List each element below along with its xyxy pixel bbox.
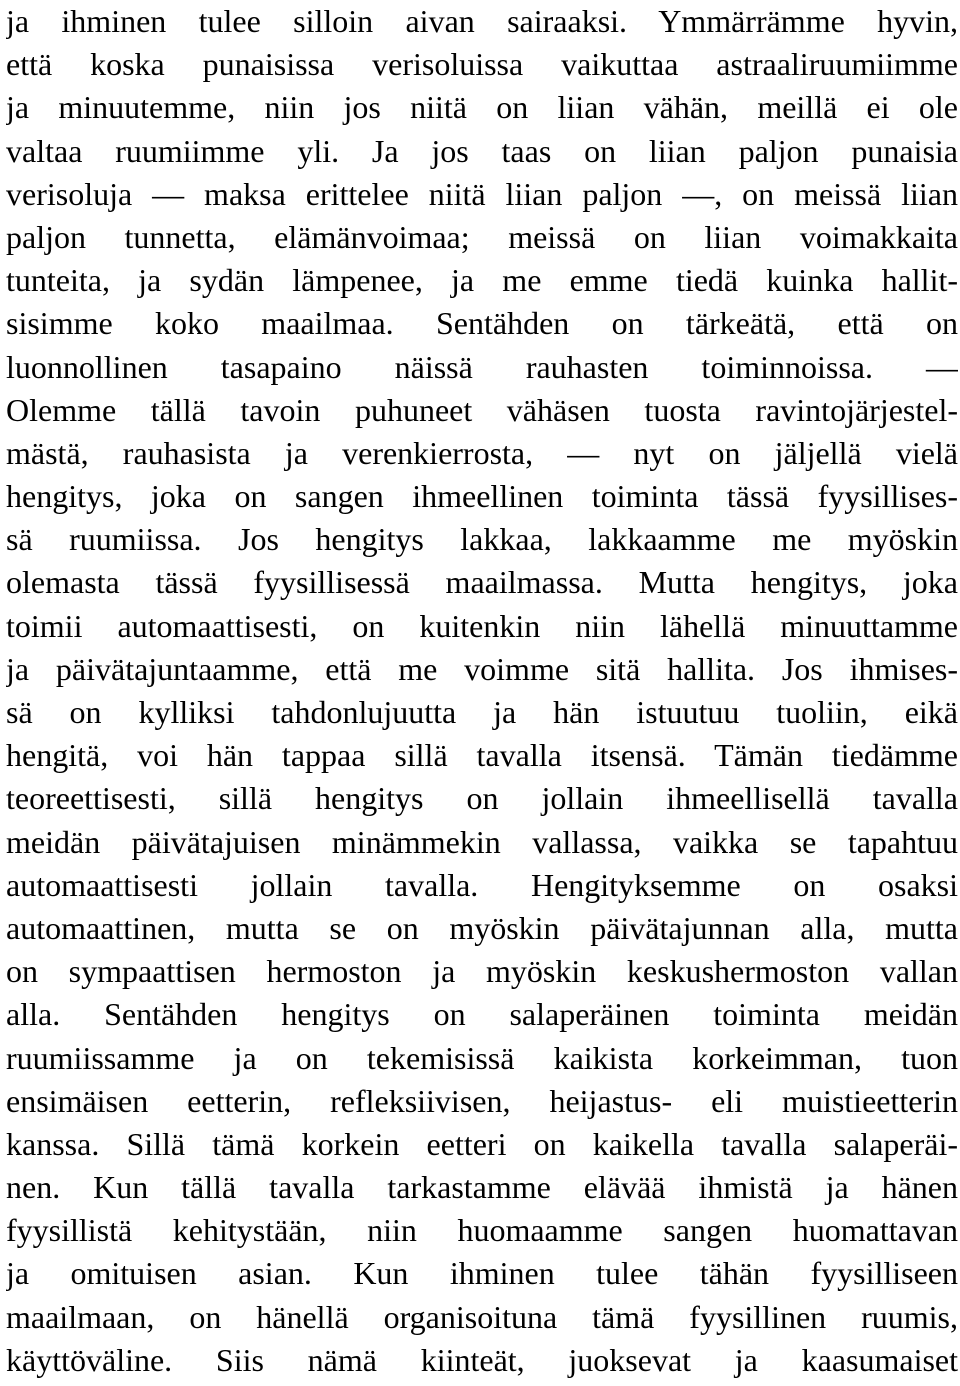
text-line: on sympaattisen hermoston ja myöskin keskushermoston vallan xyxy=(6,953,958,990)
text-line: ja omituisen asian. Kun ihminen tulee tähän fyysilliseen xyxy=(6,1255,958,1292)
text-line: ensimäisen eetterin, refleksiivisen, heijastus- eli muistieetterin xyxy=(6,1082,958,1119)
text-line: kanssa. Sillä tämä korkein eetteri on kaikella tavalla salaperäi- xyxy=(6,1125,958,1162)
text-line: paljon tunnetta, elämänvoimaa; meissä on liian voimakkaita xyxy=(6,218,958,255)
text-line: hengitys, joka on sangen ihmeellinen toiminta tässä fyysillises- xyxy=(6,478,958,515)
document-page xyxy=(6,0,958,1382)
text-line: automaattinen, mutta se on myöskin päivätajunnan alla, mutta xyxy=(6,909,958,946)
text-line: sä on kylliksi tahdonlujuutta ja hän istuutuu tuoliin, eikä xyxy=(6,694,958,730)
text-line: ruumiissamme ja on tekemisissä kaikista korkeimman, tuon xyxy=(6,1039,958,1076)
text-line: meidän päivätajuisen minämmekin vallassa, vaikka se tapahtuu xyxy=(6,823,958,860)
text-line: ja ihminen tulee silloin aivan sairaaksi. Ymmärrämme hyvin, xyxy=(6,3,958,39)
text-line: ja päivätajuntaamme, että me voimme sitä hallita. Jos ihmises- xyxy=(6,650,958,687)
text-line: luonnollinen tasapaino näissä rauhasten toiminnoissa. — xyxy=(6,348,958,385)
text-line: mästä, rauhasista ja verenkierrosta, — nyt on jäljellä vielä xyxy=(6,434,958,471)
text-line: että koska punaisissa verisoluissa vaikuttaa astraaliruumiimme xyxy=(6,46,958,83)
text-line: automaattisesti jollain tavalla. Hengityksemme on osaksi xyxy=(6,866,958,903)
text-line: valtaa ruumiimme yli. Ja jos taas on liian paljon punaisia xyxy=(6,132,958,169)
text-line: ja minuutemme, niin jos niitä on liian vähän, meillä ei ole xyxy=(6,89,958,126)
text-line: teoreettisesti, sillä hengitys on jollain ihmeellisellä tavalla xyxy=(6,780,958,817)
text-line: käyttöväline. Siis nämä kiinteät, juoksevat ja kaasumaiset xyxy=(6,1341,958,1378)
text-line: olemasta tässä fyysillisessä maailmassa. Mutta hengitys, joka xyxy=(6,564,958,601)
text-line: tunteita, ja sydän lämpenee, ja me emme tiedä kuinka hallit- xyxy=(6,262,958,299)
text-line: sisimme koko maailmaa. Sentähden on tärkeätä, että on xyxy=(6,305,958,342)
text-line: verisoluja — maksa erittelee niitä liian paljon —, on meissä liian xyxy=(6,175,958,212)
text-line: maailmaan, on hänellä organisoituna tämä fyysillinen ruumis, xyxy=(6,1298,958,1335)
text-line: sä ruumiissa. Jos hengitys lakkaa, lakkaamme me myöskin xyxy=(6,521,958,558)
text-line: fyysillistä kehitystään, niin huomaamme sangen huomattavan xyxy=(6,1212,958,1249)
text-line: toimii automaattisesti, on kuitenkin niin lähellä minuuttamme xyxy=(6,607,958,644)
text-line: hengitä, voi hän tappaa sillä tavalla itsensä. Tämän tiedämme xyxy=(6,737,958,774)
text-line: nen. Kun tällä tavalla tarkastamme elävää ihmistä ja hänen xyxy=(6,1169,958,1206)
text-line: Olemme tällä tavoin puhuneet vähäsen tuosta ravintojärjestel- xyxy=(6,391,958,428)
text-line: alla. Sentähden hengitys on salaperäinen toiminta meidän xyxy=(6,996,958,1033)
